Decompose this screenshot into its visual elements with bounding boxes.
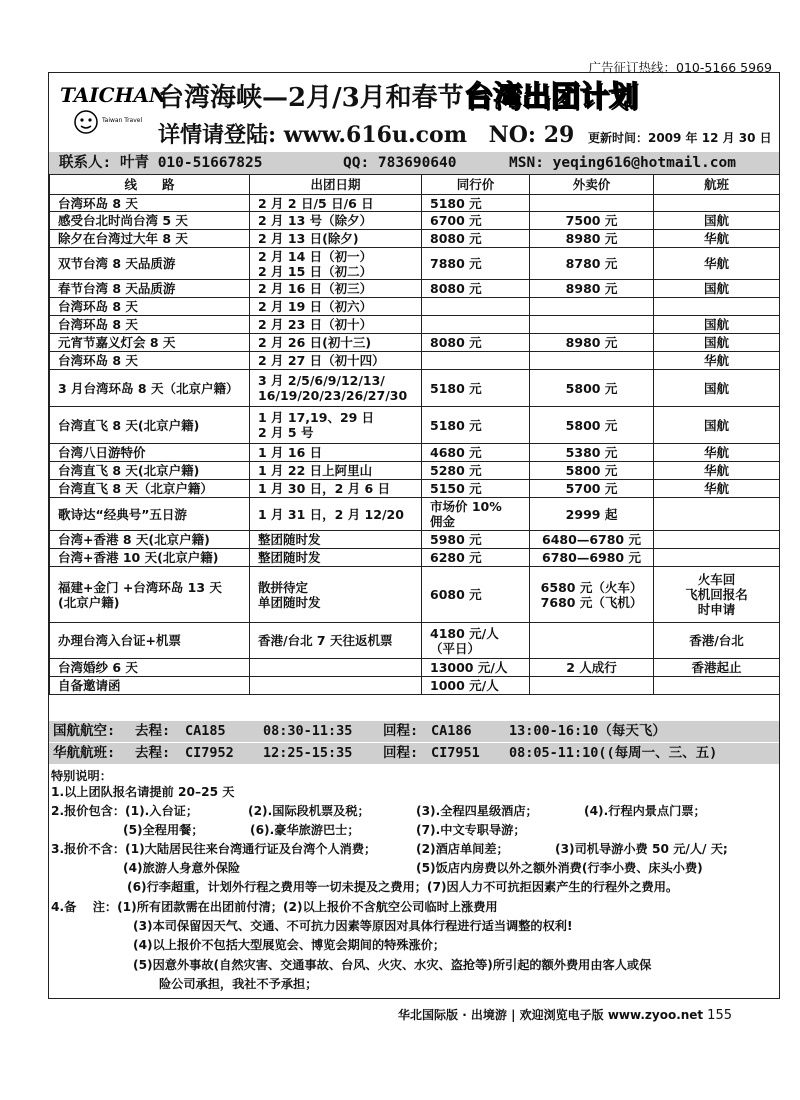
cell-route: 台湾环岛 8 天 <box>50 352 250 370</box>
cell-date: 整团随时发 <box>250 549 422 567</box>
cell-flight: 火车回 飞机回报名 时申请 <box>654 567 780 623</box>
cell-retail <box>530 352 654 370</box>
note-line: (3)本司保留因天气、交通、不可抗力因素等原因对具体行程进行适当调整的权利! <box>133 919 573 933</box>
cell-peer <box>422 352 530 370</box>
cell-peer: 5980 元 <box>422 531 530 549</box>
page-footer <box>398 1006 732 1023</box>
table-row <box>50 444 780 462</box>
cell-flight <box>654 195 780 212</box>
cell-retail <box>530 316 654 334</box>
contact-qq: QQ: 783690640 <box>343 155 457 171</box>
table-row <box>50 248 780 280</box>
cell-flight: 国航 <box>654 334 780 352</box>
flight-out-label: 去程: <box>135 723 171 739</box>
cell-route: 春节台湾 8 天品质游 <box>50 280 250 298</box>
table-row <box>50 498 780 531</box>
cell-retail: 8980 元 <box>530 280 654 298</box>
cell-route: 感受台北时尚台湾 5 天 <box>50 212 250 230</box>
logo-subtext: Taiwan Travel <box>102 117 143 124</box>
cell-peer: 8080 元 <box>422 230 530 248</box>
cell-date: 1 月 30 日，2 月 6 日 <box>250 480 422 498</box>
cell-flight: 国航 <box>654 280 780 298</box>
flight-info-ci <box>49 743 779 764</box>
cell-peer: 8080 元 <box>422 334 530 352</box>
notes-heading: 特别说明： <box>51 769 112 783</box>
note-line: (3)司机导游小费 50 元/人/ 天; <box>555 842 728 856</box>
cell-flight: 华航 <box>654 444 780 462</box>
cell-route: 3 月台湾环岛 8 天（北京户籍） <box>50 370 250 407</box>
cell-route: 台湾直飞 8 天(北京户籍) <box>50 462 250 480</box>
cell-date: 1 月 22 日上阿里山 <box>250 462 422 480</box>
cell-flight: 华航 <box>654 462 780 480</box>
note-line: (7).中文专职导游； <box>416 823 526 837</box>
cell-route: 台湾直飞 8 天(北京户籍) <box>50 407 250 444</box>
logo-text: TAICHAN <box>60 83 168 107</box>
cell-peer: 4180 元/人 （平日） <box>422 623 530 659</box>
table-row <box>50 212 780 230</box>
cell-retail <box>530 677 654 695</box>
note-line: (5)饭店内房费以外之额外消费(行李小费、床头小费) <box>416 861 703 875</box>
cell-date: 1 月 31 日，2 月 12/20 <box>250 498 422 531</box>
cell-flight <box>654 677 780 695</box>
table-row <box>50 659 780 677</box>
cell-retail: 5800 元 <box>530 462 654 480</box>
cell-date: 香港/台北 7 天往返机票 <box>250 623 422 659</box>
cell-route: 台湾+香港 8 天(北京户籍) <box>50 531 250 549</box>
cell-route: 双节台湾 8 天品质游 <box>50 248 250 280</box>
cell-peer <box>422 316 530 334</box>
flight-out-label: 去程: <box>135 745 171 761</box>
cell-date: 2 月 2 日/5 日/6 日 <box>250 195 422 212</box>
website-link[interactable]: 详情请登陆: www.616u.com <box>158 122 467 148</box>
cell-date: 1 月 17,19、29 日 2 月 5 号 <box>250 407 422 444</box>
cell-date <box>250 677 422 695</box>
contact-bar <box>49 152 779 174</box>
table-row <box>50 623 780 659</box>
cell-route: 台湾+香港 10 天(北京户籍) <box>50 549 250 567</box>
flight-out-number: CA185 <box>185 723 226 739</box>
update-time: 更新时间：2009 年 12 月 30 日 <box>587 131 772 145</box>
note-line: 4.备 注：(1)所有团款需在出团前付清；(2)以上报价不含航空公司临时上涨费用 <box>51 900 498 914</box>
col-header-flight: 航班 <box>654 175 780 195</box>
cell-retail: 6480—6780 元 <box>530 531 654 549</box>
cell-route: 自备邀请函 <box>50 677 250 695</box>
col-header-retail-price: 外卖价 <box>530 175 654 195</box>
note-line: (5)因意外事故(自然灾害、交通事故、台风、火灾、水灾、盗抢等)所引起的额外费用由客人或保 <box>133 958 652 972</box>
table-row <box>50 195 780 212</box>
cell-date: 2 月 27 日（初十四） <box>250 352 422 370</box>
cell-flight: 国航 <box>654 212 780 230</box>
cell-retail <box>530 195 654 212</box>
cell-peer: 5180 元 <box>422 407 530 444</box>
cell-date: 散拼待定 单团随时发 <box>250 567 422 623</box>
cell-date: 1 月 16 日 <box>250 444 422 462</box>
cell-peer: 6280 元 <box>422 549 530 567</box>
ad-hotline: 广告征订热线：010-5166 5969 <box>588 60 772 75</box>
flight-return-number: CA186 <box>431 723 472 739</box>
table-row <box>50 230 780 248</box>
cell-route: 台湾婚纱 6 天 <box>50 659 250 677</box>
table-row <box>50 352 780 370</box>
note-line: (5)全程用餐； <box>123 823 204 837</box>
table-row <box>50 677 780 695</box>
cell-date: 2 月 16 日（初三） <box>250 280 422 298</box>
cell-retail: 5700 元 <box>530 480 654 498</box>
cell-route: 台湾环岛 8 天 <box>50 316 250 334</box>
cell-flight <box>654 549 780 567</box>
title-main: 台湾海峡—2月/3月和春节 <box>158 83 464 113</box>
cell-route: 台湾环岛 8 天 <box>50 195 250 212</box>
cell-route: 除夕在台湾过大年 8 天 <box>50 230 250 248</box>
cell-route: 台湾环岛 8 天 <box>50 298 250 316</box>
cell-flight: 香港/台北 <box>654 623 780 659</box>
note-line: (4)以上报价不包括大型展览会、博览会期间的特殊涨价； <box>133 938 446 952</box>
cell-retail: 8980 元 <box>530 334 654 352</box>
tour-schedule-table <box>49 174 780 695</box>
cell-date <box>250 659 422 677</box>
cell-flight: 国航 <box>654 316 780 334</box>
flight-return-time: 08:05-11:10((每周一、三、五) <box>509 745 718 761</box>
note-line: (6)行李超重，计划外行程之费用等一切未提及之费用；(7)因人力不可抗拒因素产生的行程外之费用。 <box>127 880 679 894</box>
flight-out-time: 12:25-15:35 <box>263 745 353 761</box>
cell-peer: 13000 元/人 <box>422 659 530 677</box>
cell-retail <box>530 298 654 316</box>
cell-peer: 7880 元 <box>422 248 530 280</box>
cell-flight <box>654 531 780 549</box>
cell-flight: 华航 <box>654 352 780 370</box>
note-line: 1.以上团队报名请提前 20–25 天 <box>51 785 235 799</box>
cell-peer: 市场价 10% 佣金 <box>422 498 530 531</box>
table-row <box>50 462 780 480</box>
cell-route: 元宵节嘉义灯会 8 天 <box>50 334 250 352</box>
flight-out-time: 08:30-11:35 <box>263 723 353 739</box>
note-line: (4)旅游人身意外保险 <box>123 861 241 875</box>
note-line: 2.报价包含：(1).入台证； <box>51 804 199 818</box>
note-line: (2).国际段机票及税； <box>248 804 370 818</box>
flight-airline: 国航航空: <box>53 723 116 739</box>
cell-retail: 5380 元 <box>530 444 654 462</box>
col-header-peer-price: 同行价 <box>422 175 530 195</box>
note-line: (2)酒店单间差； <box>416 842 509 856</box>
note-line: (6).豪华旅游巴士； <box>250 823 360 837</box>
cell-retail: 2999 起 <box>530 498 654 531</box>
detail-line <box>158 118 772 149</box>
cell-peer <box>422 298 530 316</box>
contact-msn[interactable]: MSN: yeqing616@hotmail.com <box>509 155 736 171</box>
table-header-row <box>50 175 780 195</box>
cell-retail: 8780 元 <box>530 248 654 280</box>
table-row <box>50 531 780 549</box>
cell-peer: 4680 元 <box>422 444 530 462</box>
flight-out-number: CI7952 <box>185 745 234 761</box>
contact-person: 联系人: 叶青 010-51667825 <box>59 155 263 171</box>
issue-number: NO: 29 <box>488 122 575 148</box>
cell-flight: 华航 <box>654 480 780 498</box>
cell-date: 整团随时发 <box>250 531 422 549</box>
cell-flight <box>654 298 780 316</box>
table-row <box>50 370 780 407</box>
col-header-date: 出团日期 <box>250 175 422 195</box>
cell-flight: 国航 <box>654 407 780 444</box>
cell-peer: 5280 元 <box>422 462 530 480</box>
cell-date: 2 月 14 日（初一） 2 月 15 日（初二） <box>250 248 422 280</box>
cell-flight: 香港起止 <box>654 659 780 677</box>
table-row <box>50 280 780 298</box>
cell-retail: 8980 元 <box>530 230 654 248</box>
flight-return-label: 回程: <box>383 723 419 739</box>
note-line: 险公司承担，我社不予承担； <box>159 977 318 991</box>
cell-flight: 华航 <box>654 248 780 280</box>
table-row <box>50 298 780 316</box>
page-number: 155 <box>707 1008 732 1023</box>
cell-route: 歌诗达“经典号”五日游 <box>50 498 250 531</box>
flight-info-ca <box>49 721 779 742</box>
note-line: (4).行程内景点门票； <box>584 804 706 818</box>
cell-peer: 5180 元 <box>422 370 530 407</box>
cell-route: 台湾直飞 8 天（北京户籍） <box>50 480 250 498</box>
cell-route: 办理台湾入台证+机票 <box>50 623 250 659</box>
flight-return-time: 13:00-16:10（每天飞） <box>509 723 666 739</box>
cell-retail: 7500 元 <box>530 212 654 230</box>
cell-date: 2 月 23 日（初十） <box>250 316 422 334</box>
cell-date: 3 月 2/5/6/9/12/13/ 16/19/20/23/26/27/30 <box>250 370 422 407</box>
cell-retail: 5800 元 <box>530 370 654 407</box>
cell-flight: 华航 <box>654 230 780 248</box>
table-row <box>50 567 780 623</box>
flight-airline: 华航航班: <box>53 745 116 761</box>
cell-retail: 6580 元（火车） 7680 元（飞机） <box>530 567 654 623</box>
cell-peer: 1000 元/人 <box>422 677 530 695</box>
cell-route: 福建+金门 +台湾环岛 13 天 (北京户籍) <box>50 567 250 623</box>
cell-peer: 5180 元 <box>422 195 530 212</box>
cell-peer: 8080 元 <box>422 280 530 298</box>
flight-return-label: 回程: <box>383 745 419 761</box>
cell-date: 2 月 13 号（除夕） <box>250 212 422 230</box>
cell-retail: 6780—6980 元 <box>530 549 654 567</box>
table-row <box>50 480 780 498</box>
col-header-route: 线 路 <box>50 175 250 195</box>
cell-date: 2 月 19 日（初六） <box>250 298 422 316</box>
cell-retail: 5800 元 <box>530 407 654 444</box>
table-row <box>50 316 780 334</box>
cell-route: 台湾八日游特价 <box>50 444 250 462</box>
footer-text: 华北国际版 · 出境游 | 欢迎浏览电子版 www.zyoo.net <box>398 1008 704 1022</box>
cell-retail: 2 人成行 <box>530 659 654 677</box>
note-line: 3.报价不含：(1)大陆居民往来台湾通行证及台湾个人消费； <box>51 842 377 856</box>
note-line: (3).全程四星级酒店； <box>416 804 538 818</box>
flight-return-number: CI7951 <box>431 745 480 761</box>
table-row <box>50 407 780 444</box>
cell-peer: 5150 元 <box>422 480 530 498</box>
cell-retail <box>530 623 654 659</box>
table-row <box>50 549 780 567</box>
cell-date: 2 月 13 日(除夕) <box>250 230 422 248</box>
page-title <box>158 74 638 115</box>
title-highlight: 台湾出团计划 <box>463 79 638 113</box>
table-row <box>50 334 780 352</box>
cell-date: 2 月 26 日(初十三) <box>250 334 422 352</box>
company-logo <box>56 78 168 136</box>
cell-peer: 6700 元 <box>422 212 530 230</box>
cell-flight <box>654 498 780 531</box>
cell-flight: 国航 <box>654 370 780 407</box>
cell-peer: 6080 元 <box>422 567 530 623</box>
